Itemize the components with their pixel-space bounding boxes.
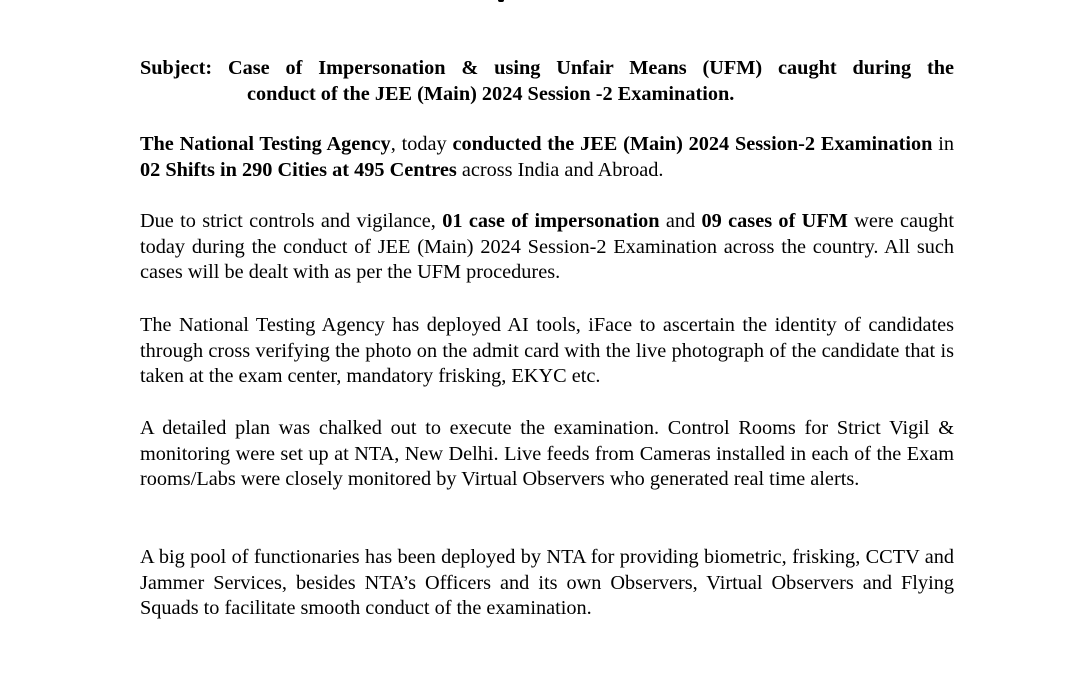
subject-line-1: Subject: Case of Impersonation & using Unfair Means (UFM) caught during the xyxy=(140,57,954,79)
paragraph-functionaries: A big pool of functionaries has been deployed by NTA for providing biometric, frisking, CCTV and Jammer Services, besides NTA’s Officers and its own Observers, Virtual Observers and Flying Squads to facilitate smooth conduct of the examination. xyxy=(140,546,954,620)
paragraph-detailed-plan: A detailed plan was chalked out to execute the examination. Control Rooms for Strict Vigil & monitoring were set up at NTA, New Delhi. Live feeds from Cameras installed in each of the Exam rooms/Labs were closely monitored by Virtual Observers who generated real time alerts. xyxy=(140,417,954,491)
subject-block xyxy=(140,56,954,107)
shift-city-centre-count: 02 Shifts in 290 Cities at 495 Centres xyxy=(140,158,457,181)
impersonation-count: 01 case of impersonation xyxy=(442,210,660,232)
paragraph-ai-tools: The National Testing Agency has deployed AI tools, iFace to ascertain the identity of candidates through cross verifying the photo on the admit card with the live photograph of the candidate that is taken at the exam center, mandatory frisking, EKYC etc. xyxy=(140,314,954,388)
paragraph-cases-caught: Due to strict controls and vigilance, 01 case of impersonation and 09 cases of UFM were caught today during the conduct of JEE (Main) 2024 Session-2 Examination across the country. All such cases will be dealt with as per the UFM procedures. xyxy=(140,210,955,284)
subject-line-2: conduct of the JEE (Main) 2024 Session -2 Examination. xyxy=(247,82,735,105)
paragraph-exam-conducted: The National Testing Agency, today conducted the JEE (Main) 2024 Session-2 Examination in 02 Shifts in 290 Cities at 495 Centres across India and Abroad. xyxy=(140,133,954,181)
agency-name: The National Testing Agency xyxy=(140,133,391,155)
exam-name: conducted the JEE (Main) 2024 Session-2 Examination xyxy=(452,133,933,155)
ufm-count: 09 cases of UFM xyxy=(701,210,848,232)
cropped-text-fragment xyxy=(498,0,504,2)
